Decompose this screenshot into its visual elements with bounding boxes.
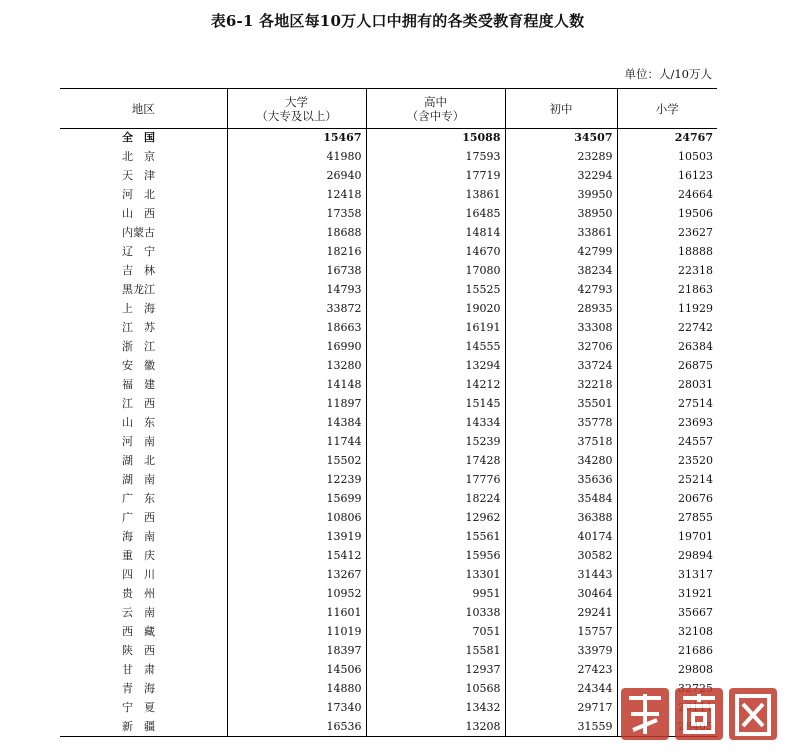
cell-primary: 19701 bbox=[617, 528, 717, 547]
cell-high: 12937 bbox=[366, 661, 505, 680]
cell-middle: 35484 bbox=[505, 490, 617, 509]
cell-college: 16536 bbox=[227, 718, 366, 737]
cell-region: 新 疆 bbox=[60, 718, 227, 737]
cell-primary: 31921 bbox=[617, 585, 717, 604]
cell-college: 26940 bbox=[227, 167, 366, 186]
cell-high: 13432 bbox=[366, 699, 505, 718]
table-row bbox=[60, 509, 717, 528]
cell-high: 15525 bbox=[366, 281, 505, 300]
cell-middle: 32706 bbox=[505, 338, 617, 357]
cell-primary: 23520 bbox=[617, 452, 717, 471]
cell-high: 15239 bbox=[366, 433, 505, 452]
header-college-sublabel: （大专及以上） bbox=[256, 108, 337, 123]
table-row bbox=[60, 547, 717, 566]
table-row bbox=[60, 205, 717, 224]
cell-college: 18216 bbox=[227, 243, 366, 262]
cell-high: 12962 bbox=[366, 509, 505, 528]
cell-region: 宁 夏 bbox=[122, 701, 155, 714]
cell-college: 12239 bbox=[227, 471, 366, 490]
cell-college: 13919 bbox=[227, 528, 366, 547]
cell-region: 吉 林 bbox=[122, 264, 155, 277]
cell-middle: 35636 bbox=[505, 471, 617, 490]
cell-college: 18397 bbox=[227, 642, 366, 661]
cell-middle: 29717 bbox=[505, 699, 617, 718]
cell-middle: 32218 bbox=[505, 376, 617, 395]
cell-primary: 24767 bbox=[617, 129, 717, 148]
cell-college: 15502 bbox=[227, 452, 366, 471]
unit-label: 单位：人/10万人 bbox=[624, 67, 712, 81]
cell-high: 17080 bbox=[366, 262, 505, 281]
cell-primary: 22318 bbox=[617, 262, 717, 281]
header-primary bbox=[617, 89, 717, 129]
cell-region: 西 藏 bbox=[122, 625, 155, 638]
cell-college: 13280 bbox=[227, 357, 366, 376]
cell-region: 天 津 bbox=[122, 169, 155, 182]
cell-region: 浙 江 bbox=[122, 340, 155, 353]
cell-region: 黑龙江 bbox=[122, 283, 155, 296]
cell-college: 11019 bbox=[227, 623, 366, 642]
cell-primary: 19506 bbox=[617, 205, 717, 224]
cell-college: 13267 bbox=[227, 566, 366, 585]
cell-primary: 24664 bbox=[617, 186, 717, 205]
table-row bbox=[60, 623, 717, 642]
cell-high: 14670 bbox=[366, 243, 505, 262]
cell-college: 14880 bbox=[227, 680, 366, 699]
cell-primary: 27514 bbox=[617, 395, 717, 414]
header-college bbox=[227, 89, 366, 129]
cell-middle: 39950 bbox=[505, 186, 617, 205]
cell-region: 贵 州 bbox=[122, 587, 155, 600]
cell-high: 14814 bbox=[366, 224, 505, 243]
cell-region: 湖 南 bbox=[122, 473, 155, 486]
cell-college: 15412 bbox=[227, 547, 366, 566]
cell-middle: 31559 bbox=[505, 718, 617, 737]
cell-middle: 32294 bbox=[505, 167, 617, 186]
cell-college: 16990 bbox=[227, 338, 366, 357]
cell-middle: 15757 bbox=[505, 623, 617, 642]
cell-primary: 21686 bbox=[617, 642, 717, 661]
cell-middle: 37518 bbox=[505, 433, 617, 452]
cell-region: 湖 北 bbox=[122, 454, 155, 467]
cell-college: 15699 bbox=[227, 490, 366, 509]
cell-primary: 31317 bbox=[617, 566, 717, 585]
cell-region: 江 西 bbox=[122, 397, 155, 410]
table-row bbox=[60, 490, 717, 509]
cell-college: 18688 bbox=[227, 224, 366, 243]
site-watermark-logo bbox=[615, 684, 783, 746]
cell-high: 15956 bbox=[366, 547, 505, 566]
cell-middle: 35501 bbox=[505, 395, 617, 414]
cell-high: 9951 bbox=[366, 585, 505, 604]
cell-region: 广 东 bbox=[122, 492, 155, 505]
cell-middle: 42799 bbox=[505, 243, 617, 262]
cell-middle: 34507 bbox=[505, 129, 617, 148]
cell-high: 15145 bbox=[366, 395, 505, 414]
table-row bbox=[60, 300, 717, 319]
header-high-sublabel: （含中专） bbox=[406, 108, 465, 123]
cell-middle: 34280 bbox=[505, 452, 617, 471]
cell-middle: 36388 bbox=[505, 509, 617, 528]
cell-high: 13208 bbox=[366, 718, 505, 737]
cell-middle: 24344 bbox=[505, 680, 617, 699]
cell-region: 山 东 bbox=[122, 416, 155, 429]
cell-high: 15088 bbox=[366, 129, 505, 148]
cell-middle: 29241 bbox=[505, 604, 617, 623]
cell-region: 河 南 bbox=[122, 435, 155, 448]
header-region-label: 地区 bbox=[131, 101, 155, 116]
cell-primary: 26875 bbox=[617, 357, 717, 376]
cell-college: 16738 bbox=[227, 262, 366, 281]
cell-region: 陕 西 bbox=[122, 644, 155, 657]
table-row bbox=[60, 338, 717, 357]
cell-primary: 27855 bbox=[617, 509, 717, 528]
cell-high: 15581 bbox=[366, 642, 505, 661]
cell-region: 四 川 bbox=[122, 568, 155, 581]
cell-high: 13294 bbox=[366, 357, 505, 376]
cell-region: 山 西 bbox=[122, 207, 155, 220]
table-row bbox=[60, 319, 717, 338]
cell-primary: 23627 bbox=[617, 224, 717, 243]
cell-region: 上 海 bbox=[122, 302, 155, 315]
cell-region: 海 南 bbox=[122, 530, 155, 543]
cell-high: 14555 bbox=[366, 338, 505, 357]
cell-high: 7051 bbox=[366, 623, 505, 642]
table-row bbox=[60, 661, 717, 680]
cell-college: 14148 bbox=[227, 376, 366, 395]
cell-region: 福 建 bbox=[122, 378, 155, 391]
table-row bbox=[60, 585, 717, 604]
table-title: 表6-1 各地区每10万人口中拥有的各类受教育程度人数 bbox=[210, 12, 585, 30]
cell-region: 重 庆 bbox=[122, 549, 155, 562]
cell-region: 全 国 bbox=[122, 131, 155, 145]
cell-middle: 33724 bbox=[505, 357, 617, 376]
cell-primary: 32108 bbox=[617, 623, 717, 642]
cell-middle: 40174 bbox=[505, 528, 617, 547]
header-middle-label: 初中 bbox=[549, 101, 573, 116]
cell-middle: 27423 bbox=[505, 661, 617, 680]
table-row bbox=[60, 528, 717, 547]
cell-high: 15561 bbox=[366, 528, 505, 547]
cell-high: 19020 bbox=[366, 300, 505, 319]
cell-high: 16485 bbox=[366, 205, 505, 224]
cell-primary: 24557 bbox=[617, 433, 717, 452]
cell-middle: 28935 bbox=[505, 300, 617, 319]
cell-primary: 25214 bbox=[617, 471, 717, 490]
header-high-label: 高中 bbox=[424, 94, 447, 109]
cell-primary: 20676 bbox=[617, 490, 717, 509]
cell-middle: 30582 bbox=[505, 547, 617, 566]
cell-region: 辽 宁 bbox=[122, 245, 155, 258]
cell-primary: 29894 bbox=[617, 547, 717, 566]
cell-middle: 42793 bbox=[505, 281, 617, 300]
cell-region: 内蒙古 bbox=[122, 226, 155, 239]
cell-middle: 33979 bbox=[505, 642, 617, 661]
cell-primary: 21863 bbox=[617, 281, 717, 300]
cell-middle: 38234 bbox=[505, 262, 617, 281]
cell-middle: 23289 bbox=[505, 148, 617, 167]
header-region bbox=[60, 89, 227, 129]
cell-high: 13301 bbox=[366, 566, 505, 585]
cell-high: 13861 bbox=[366, 186, 505, 205]
header-college-label: 大学 bbox=[285, 94, 308, 109]
cell-middle: 30464 bbox=[505, 585, 617, 604]
cell-middle: 33308 bbox=[505, 319, 617, 338]
table-row-total bbox=[60, 129, 717, 148]
table-row bbox=[60, 433, 717, 452]
cell-region: 河 北 bbox=[122, 188, 155, 201]
cell-middle: 31443 bbox=[505, 566, 617, 585]
table-row bbox=[60, 414, 717, 433]
cell-high: 14334 bbox=[366, 414, 505, 433]
table-row bbox=[60, 281, 717, 300]
cell-high: 18224 bbox=[366, 490, 505, 509]
cell-high: 17776 bbox=[366, 471, 505, 490]
table-row bbox=[60, 471, 717, 490]
cell-primary: 10503 bbox=[617, 148, 717, 167]
header-middle bbox=[505, 89, 617, 129]
cell-middle: 38950 bbox=[505, 205, 617, 224]
cell-region: 安 徽 bbox=[122, 359, 155, 372]
cell-region: 青 海 bbox=[122, 682, 155, 695]
table-row bbox=[60, 395, 717, 414]
cell-college: 11601 bbox=[227, 604, 366, 623]
cell-region: 广 西 bbox=[122, 511, 155, 524]
cell-college: 17358 bbox=[227, 205, 366, 224]
table-row bbox=[60, 357, 717, 376]
cell-high: 16191 bbox=[366, 319, 505, 338]
cell-college: 14384 bbox=[227, 414, 366, 433]
table-row bbox=[60, 376, 717, 395]
cell-middle: 35778 bbox=[505, 414, 617, 433]
cell-primary: 23693 bbox=[617, 414, 717, 433]
cell-college: 18663 bbox=[227, 319, 366, 338]
table-row bbox=[60, 566, 717, 585]
table-row bbox=[60, 186, 717, 205]
cell-college: 11897 bbox=[227, 395, 366, 414]
cell-college: 41980 bbox=[227, 148, 366, 167]
table-row bbox=[60, 167, 717, 186]
cell-primary: 28031 bbox=[617, 376, 717, 395]
table-row bbox=[60, 148, 717, 167]
cell-high: 17593 bbox=[366, 148, 505, 167]
cell-region: 江 苏 bbox=[122, 321, 155, 334]
cell-high: 17719 bbox=[366, 167, 505, 186]
table-row bbox=[60, 642, 717, 661]
education-table bbox=[60, 88, 717, 737]
cell-middle: 33861 bbox=[505, 224, 617, 243]
cell-primary: 18888 bbox=[617, 243, 717, 262]
cell-high: 10568 bbox=[366, 680, 505, 699]
table-body bbox=[60, 129, 717, 737]
cell-region: 云 南 bbox=[122, 606, 155, 619]
cell-primary: 16123 bbox=[617, 167, 717, 186]
cell-region: 北 京 bbox=[122, 150, 155, 163]
cell-high: 17428 bbox=[366, 452, 505, 471]
header-row bbox=[60, 89, 717, 129]
cell-primary: 29808 bbox=[617, 661, 717, 680]
cell-primary: 35667 bbox=[617, 604, 717, 623]
cell-primary: 26384 bbox=[617, 338, 717, 357]
cell-region: 甘 肃 bbox=[122, 663, 155, 676]
cell-college: 17340 bbox=[227, 699, 366, 718]
cell-high: 10338 bbox=[366, 604, 505, 623]
cell-college: 33872 bbox=[227, 300, 366, 319]
table-row bbox=[60, 224, 717, 243]
cell-high: 14212 bbox=[366, 376, 505, 395]
cell-college: 14793 bbox=[227, 281, 366, 300]
table-row bbox=[60, 243, 717, 262]
cell-college: 12418 bbox=[227, 186, 366, 205]
header-high bbox=[366, 89, 505, 129]
table-row bbox=[60, 452, 717, 471]
header-primary-label: 小学 bbox=[655, 101, 679, 116]
cell-college: 14506 bbox=[227, 661, 366, 680]
cell-college: 15467 bbox=[227, 129, 366, 148]
table-row bbox=[60, 262, 717, 281]
cell-primary: 11929 bbox=[617, 300, 717, 319]
cell-college: 10952 bbox=[227, 585, 366, 604]
table-row bbox=[60, 604, 717, 623]
cell-primary: 22742 bbox=[617, 319, 717, 338]
cell-college: 10806 bbox=[227, 509, 366, 528]
cell-college: 11744 bbox=[227, 433, 366, 452]
